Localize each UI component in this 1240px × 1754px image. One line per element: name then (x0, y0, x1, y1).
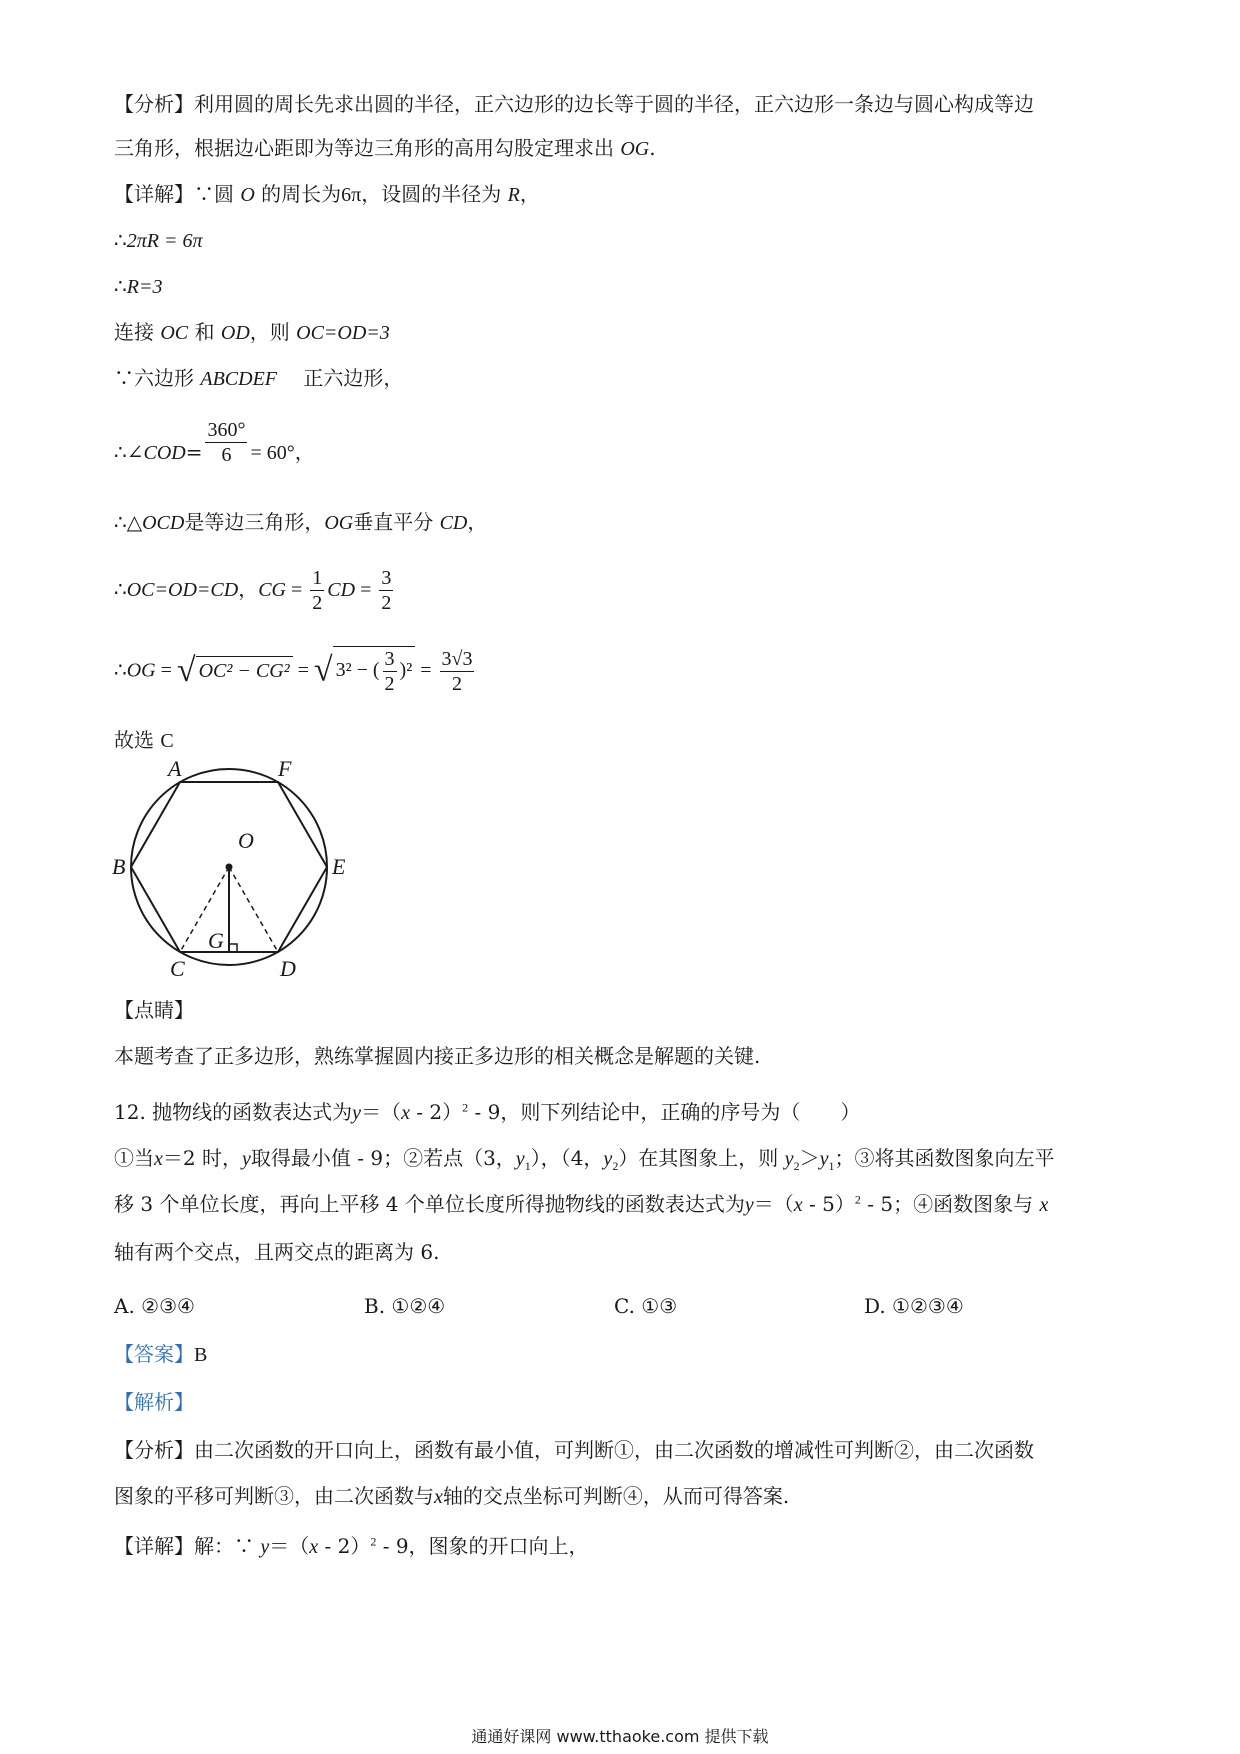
label-c: C (170, 956, 185, 981)
jiexi-heading: 【解析】 (114, 1390, 194, 1414)
fraction: $\frac{1}{2}$ (312, 567, 323, 614)
square-root: √ 3² − ( $\frac{3}{2}$ )² (314, 646, 415, 696)
fraction: $\frac{3}{2}$ (384, 648, 395, 695)
label-g: G (208, 928, 224, 953)
right-angle-mark (229, 944, 237, 952)
analysis-paragraph-1: 【分析】利用圆的周长先求出圆的半径，正六边形的边长等于圆的半径，正六边形一条边与圆心构成等边 (114, 92, 1034, 116)
detail-line-9: ∴OG = √ OC² − CG² = √ 3² − ( $\frac{3}{2}$ )² = $\frac{3√3}{2}$ (114, 647, 473, 695)
segment-od (229, 867, 278, 952)
option-d: D. ①②③④ (864, 1294, 964, 1318)
detail-line-7: ∴△OCD是等边三角形，OG垂直平分 CD， (114, 510, 488, 534)
option-c: C. ①③ (614, 1294, 678, 1318)
label-a: A (168, 756, 182, 781)
question-12-line-2: ①当x＝2 时，y取得最小值 - 9；②若点（3，$y_1$），（4，$y_2$）在其图象上，则 $y_2>y_1$；③将其函数图象向左平 (114, 1146, 1055, 1173)
detail-line-6: ∴∠COD= $\frac{360^\circ}{6}$ = 60°， (114, 419, 315, 466)
label-f: F (278, 756, 292, 781)
label-o: O (238, 828, 254, 853)
bracket-label: 【详解】 (114, 182, 194, 206)
label-d: D (280, 956, 296, 981)
detail-line-5: ∵六边形 ABCDEF 正六边形， (114, 366, 404, 390)
option-b: B. ①②④ (364, 1294, 446, 1318)
bracket-label: 【分析】 (114, 92, 194, 116)
question-12-line-4: 轴有两个交点，且两交点的距离为 6. (114, 1240, 440, 1264)
option-a: A. ②③④ (114, 1294, 195, 1318)
analysis-2-line-1: 【分析】由二次函数的开口向上，函数有最小值，可判断①，由二次函数的增减性可判断②，由二次函数 (114, 1438, 1034, 1462)
label-b: B (112, 854, 126, 879)
fraction: $\frac{3}{2}$ (381, 567, 392, 614)
center-point (226, 864, 233, 871)
detail-line-1: 【详解】∵圆 O 的周长为6π，设圆的半径为 R， (114, 182, 540, 206)
fraction: $\frac{3√3}{2}$ (441, 647, 473, 695)
analysis-2-line-2: 图象的平移可判断③，由二次函数与x轴的交点坐标可判断④，从而可得答案. (114, 1484, 790, 1508)
answer-line: 【答案】B (114, 1342, 208, 1366)
answer-label: 【答案】 (114, 1342, 194, 1366)
dianjing-text: 本题考查了正多边形，熟练掌握圆内接正多边形的相关概念是解题的关键. (114, 1044, 761, 1068)
page-footer: 通通好课网 www.tthaoke.com 提供下载 (471, 1727, 769, 1746)
dianjing-heading: 【点睛】 (114, 998, 194, 1022)
question-12-line-1: 12. 抛物线的函数表达式为y＝（x - 2）$^2$ - 9，则下列结论中，正确的序号为（ ） (114, 1100, 861, 1124)
hexagon-figure (110, 752, 370, 984)
detail-line-4: 连接 OC 和 OD，则 OC=OD=3 (114, 320, 390, 344)
choice-line: 故选 C (114, 728, 174, 752)
analysis-paragraph-1b: 三角形，根据边心距即为等边三角形的高用勾股定理求出 OG. (114, 136, 656, 160)
square-root: √ OC² − CG² (177, 654, 293, 688)
fraction: $\frac{360^\circ}{6}$ (207, 419, 246, 466)
detail-2-line-1: 【详解】解：∵ y＝（x - 2）$^2$ - 9，图象的开口向上， (114, 1534, 589, 1558)
detail-line-2: ∴2πR = 6π (114, 228, 203, 252)
detail-line-3: ∴R=3 (114, 274, 163, 298)
label-e: E (332, 854, 346, 879)
detail-line-8: ∴OC=OD=CD，CG = $\frac{1}{2}$ CD = $\frac{3}{2}$ (114, 567, 392, 614)
question-12-line-3: 移 3 个单位长度，再向上平移 4 个单位长度所得抛物线的函数表达式为y＝（x - 5）$^2$ - 5；④函数图象与 x (114, 1192, 1049, 1216)
